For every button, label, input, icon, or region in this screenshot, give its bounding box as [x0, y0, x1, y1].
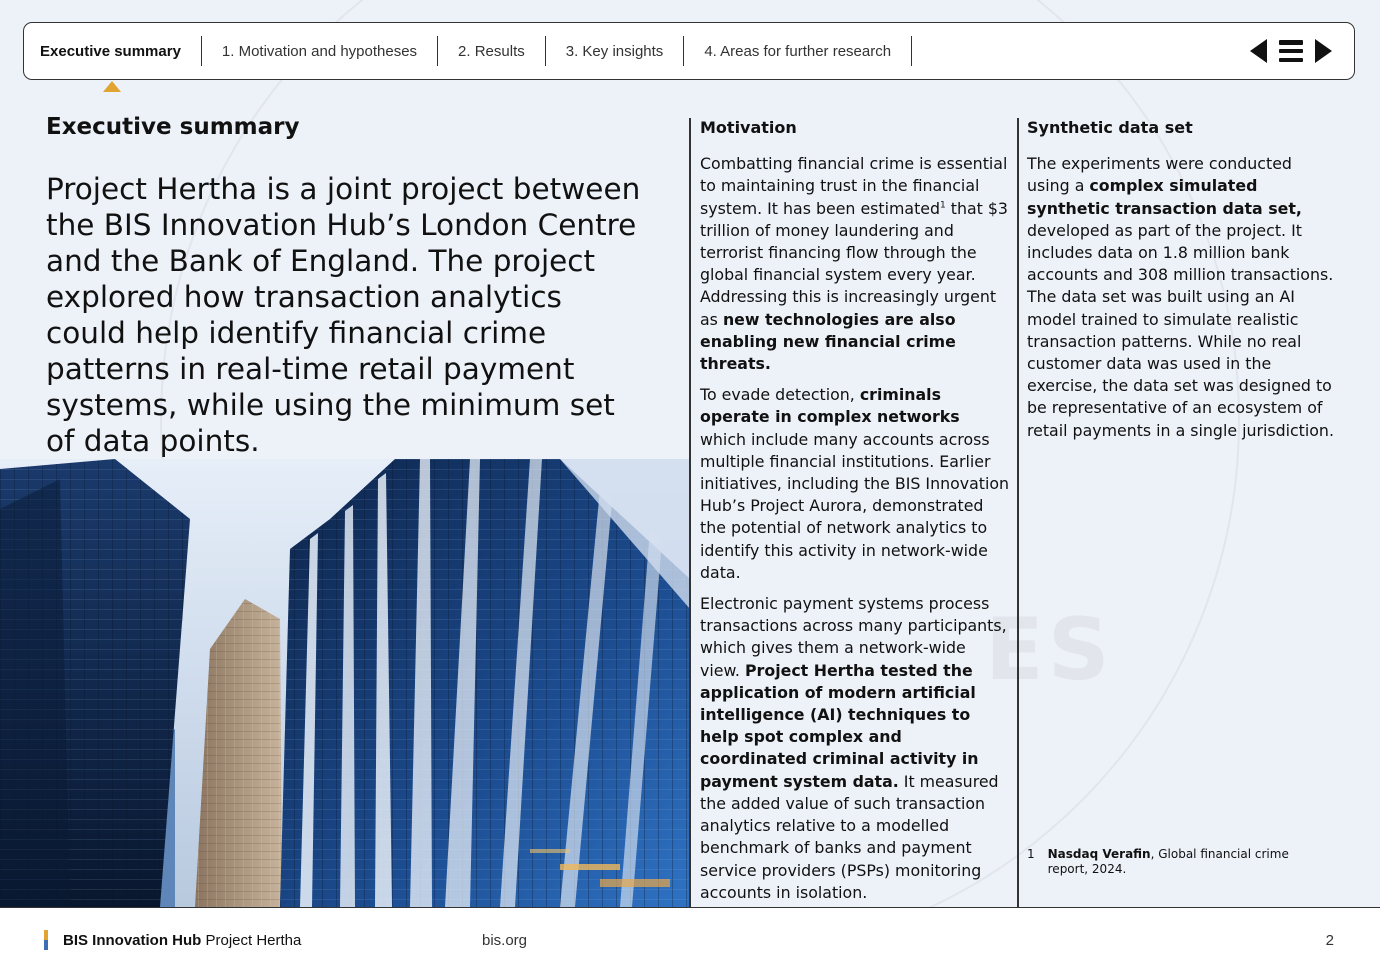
project-name: Project Hertha — [201, 932, 302, 949]
footer-brand — [63, 932, 301, 949]
column-divider-right — [1017, 118, 1019, 907]
page-title: Executive summary — [46, 114, 300, 140]
tab-areas-for-further-research[interactable]: 4. Areas for further research — [684, 36, 912, 66]
section-navigation — [23, 22, 1355, 80]
motivation-paragraph-3 — [700, 593, 1010, 904]
motivation-heading: Motivation — [700, 118, 797, 137]
motivation-paragraph-2 — [700, 384, 1010, 584]
tab-key-insights[interactable]: 3. Key insights — [546, 36, 685, 66]
lead-paragraph: Project Hertha is a joint project between the BIS Innovation Hub’s London Centre and the Bank of England. The project explored how transaction analytics could help identify financial crime patterns in real-time retail payment systems, while using the minimum set of data points. — [46, 172, 641, 458]
page-controls — [1250, 39, 1354, 63]
brand-name: BIS Innovation Hub — [63, 932, 202, 949]
text-span: To evade detection, — [700, 385, 860, 405]
bold-text: new technologies are also enabling new financial crime threats. — [700, 309, 956, 374]
text-span: which include many accounts across multiple financial institutions. Earlier initiatives, including the BIS Innovation Hub’s Project Aurora, demonstrated the potential of network analytics to identify this activity in network-wide data. — [700, 429, 1010, 582]
text-span: It measured the added value of such transaction analytics relative to a modelled benchmark of banks and payment service providers (PSPs) monitoring accounts in isolation. — [700, 771, 999, 902]
motivation-paragraph-1 — [700, 153, 1010, 375]
tab-results[interactable]: 2. Results — [438, 36, 546, 66]
text-span: Electronic payment systems process transactions across many participants, which gives them a network-wide view. — [700, 594, 1007, 680]
next-page-icon[interactable] — [1315, 39, 1332, 63]
synthetic-data-section — [1027, 117, 1339, 451]
text-span: that $3 trillion of money laundering and terrorist financing flow through the global financial system every year. Addressing this is increasingly urgent as — [700, 198, 1008, 329]
footnote-number: 1 — [1027, 847, 1035, 861]
footnote — [1027, 847, 1327, 877]
synthetic-data-heading: Synthetic data set — [1027, 118, 1193, 137]
footnote-reference[interactable]: 1 — [940, 200, 946, 211]
brand-bar-icon — [44, 930, 48, 950]
text-span: , Global financial crime report, 2024. — [1047, 847, 1289, 876]
tab-executive-summary[interactable]: Executive summary — [24, 36, 202, 66]
column-divider-left — [689, 118, 691, 907]
footnote-source[interactable]: Nasdaq Verafin — [1047, 847, 1151, 861]
bold-text: Project Hertha tested the application of modern artificial intelligence (AI) techniques to help spot complex and coordinated criminal activity in payment system data. — [700, 660, 979, 791]
synthetic-data-paragraph — [1027, 153, 1339, 442]
previous-page-icon[interactable] — [1250, 39, 1267, 63]
tab-motivation-and-hypotheses[interactable]: 1. Motivation and hypotheses — [202, 36, 438, 66]
bold-text: criminals operate in complex networks — [700, 385, 960, 427]
text-span: developed as part of the project. It includes data on 1.8 million bank accounts and 308 million transactions. The data set was built using an AI model trained to simulate realistic transaction patterns. While no real customer data was used in the exercise, the data set was designed to be representative of an ecosystem of retail payments in a single jurisdiction. — [1027, 220, 1334, 440]
page-number: 2 — [1325, 932, 1334, 949]
footer-site-link[interactable]: bis.org — [482, 932, 528, 949]
text-span: The experiments were conducted using a — [1027, 154, 1292, 196]
footnote-text — [1048, 847, 1327, 877]
motivation-section — [700, 117, 1010, 913]
background-watermark-text: ES — [985, 600, 1114, 700]
page-footer — [0, 907, 1380, 964]
bold-text: complex simulated synthetic transaction data set, — [1027, 176, 1302, 218]
menu-icon[interactable] — [1279, 40, 1303, 62]
skyscrapers-photo — [0, 459, 690, 907]
text-span: Combatting financial crime is essential to maintaining trust in the financial system. It has been estimated — [700, 154, 1008, 218]
